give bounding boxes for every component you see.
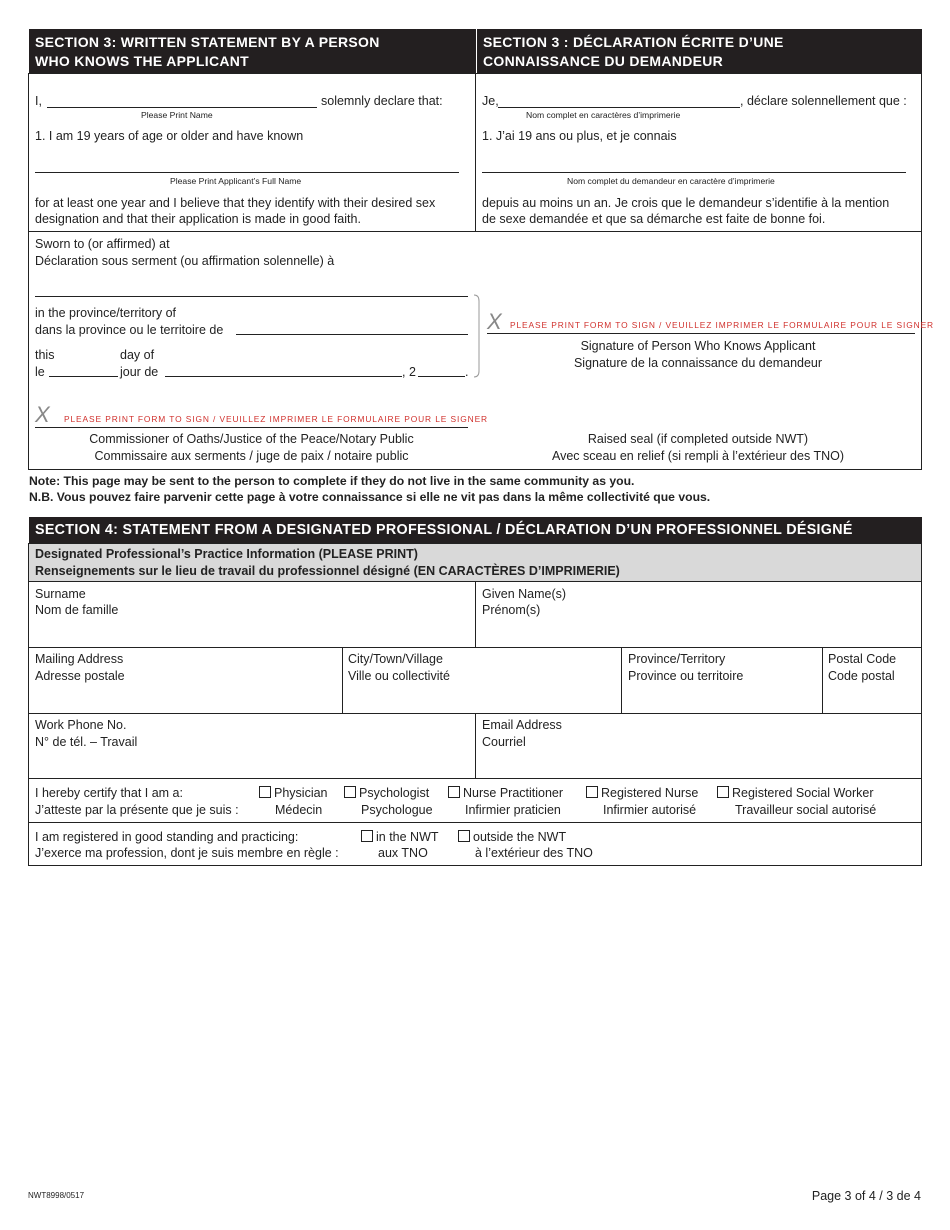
- outside-nwt-label-en: outside the NWT: [473, 830, 567, 844]
- registered-fr: J’exerce ma profession, dont je suis membre en règle :: [35, 846, 339, 860]
- psychologist-label-fr: Psychologue: [361, 803, 433, 817]
- prov-label-fr: Province ou territoire: [628, 669, 744, 683]
- practice-info-fr: Renseignements sur le lieu de travail du professionnel désigné (EN CARACTÈRES D’IMPRIMERIE): [35, 564, 620, 578]
- outside-nwt-label-fr: à l’extérieur des TNO: [475, 846, 593, 860]
- registered-nurse-option[interactable]: [586, 785, 698, 802]
- city-field[interactable]: [343, 648, 621, 713]
- given-label-en: Given Name(s): [482, 587, 567, 601]
- le-label: le: [35, 365, 45, 379]
- sworn-en: Sworn to (or affirmed) at: [35, 237, 170, 251]
- en-belief-1: for at least one year and I believe that they identify with their desired sex: [35, 196, 436, 210]
- en-i-label: I,: [35, 94, 42, 108]
- fr-name-field[interactable]: [498, 107, 740, 108]
- seal-caption-en: Raised seal (if completed outside NWT): [587, 432, 809, 446]
- signature-x-icon: X: [487, 309, 502, 334]
- postal-label-fr: Code postal: [828, 669, 895, 683]
- social-worker-label-fr: Travailleur social autorisé: [735, 803, 877, 817]
- fr-applicant-name-caption: Nom complet du demandeur en caractère d’imprimerie: [567, 176, 775, 186]
- psychologist-option[interactable]: [344, 785, 429, 802]
- registered-nurse-label-fr: Infirmier autorisé: [603, 803, 697, 817]
- psychologist-checkbox[interactable]: [344, 786, 356, 798]
- surname-label-en: Surname: [35, 587, 86, 601]
- sworn-location-field[interactable]: [35, 296, 468, 297]
- form-code: NWT8998/0517: [28, 1191, 85, 1200]
- given-name-field[interactable]: [476, 582, 921, 647]
- phone-label-en: Work Phone No.: [35, 718, 127, 732]
- certify-en: I hereby certify that I am a:: [35, 786, 183, 800]
- en-belief-2: designation and that their application is made in good faith.: [35, 212, 361, 226]
- signature-line[interactable]: [487, 333, 915, 334]
- section3-header-fr: [476, 29, 922, 73]
- section3-divider: [475, 73, 476, 231]
- in-nwt-label-fr: aux TNO: [378, 846, 428, 860]
- fr-je-label: Je,: [482, 94, 499, 108]
- in-nwt-option[interactable]: [361, 829, 439, 846]
- surname-label-fr: Nom de famille: [35, 603, 119, 617]
- outside-nwt-option[interactable]: [458, 829, 566, 846]
- work-phone-field[interactable]: [29, 714, 475, 778]
- this-label: this: [35, 348, 55, 362]
- nurse-practitioner-checkbox[interactable]: [448, 786, 460, 798]
- province-en: in the province/territory of: [35, 306, 177, 320]
- section3-header-en: [29, 29, 476, 73]
- section4-header: SECTION 4: STATEMENT FROM A DESIGNATED PROFESSIONAL / DÉCLARATION D’UN PROFESSIONNEL DÉSIGNÉ: [29, 517, 922, 543]
- mailing-label-en: Mailing Address: [35, 652, 124, 666]
- province-field[interactable]: [236, 334, 468, 335]
- section3-header-fr-line1: SECTION 3 : DÉCLARATION ÉCRITE D’UNE: [483, 34, 784, 50]
- section3-header-fr-line2: CONNAISSANCE DU DEMANDEUR: [483, 53, 724, 69]
- commissioner-caption-en: Commissioner of Oaths/Justice of the Peace/Notary Public: [89, 432, 414, 446]
- in-nwt-checkbox[interactable]: [361, 830, 373, 842]
- postal-code-field[interactable]: [823, 648, 921, 713]
- note-en: Note: This page may be sent to the person to complete if they do not live in the same community as you.: [29, 474, 635, 488]
- given-label-fr: Prénom(s): [482, 603, 541, 617]
- day-of-label: day of: [120, 348, 155, 362]
- signature-caption-en: Signature of Person Who Knows Applicant: [580, 339, 816, 353]
- email-label-en: Email Address: [482, 718, 562, 732]
- social-worker-option[interactable]: [717, 785, 874, 802]
- sworn-fr: Déclaration sous serment (ou affirmation solennelle) à: [35, 254, 335, 268]
- fr-belief-2: de sexe demandée et que sa démarche est faite de bonne foi.: [482, 212, 826, 226]
- section3-header-en-line1: SECTION 3: WRITTEN STATEMENT BY A PERSON: [35, 34, 380, 50]
- physician-label-fr: Médecin: [275, 803, 323, 817]
- registered-nurse-checkbox[interactable]: [586, 786, 598, 798]
- nurse-practitioner-label-en: Nurse Practitioner: [463, 786, 564, 800]
- jour-de-label: jour de: [120, 365, 159, 379]
- en-age-line: 1. I am 19 years of age or older and have known: [35, 129, 304, 143]
- postal-label-en: Postal Code: [828, 652, 897, 666]
- nurse-practitioner-option[interactable]: [448, 785, 563, 802]
- commissioner-x-icon: X: [35, 402, 50, 427]
- email-field[interactable]: [476, 714, 921, 778]
- city-label-fr: Ville ou collectivité: [348, 669, 450, 683]
- en-applicant-name-caption: Please Print Applicant’s Full Name: [170, 176, 302, 186]
- year-prefix: , 2: [402, 365, 416, 379]
- mailing-address-field[interactable]: [29, 648, 342, 713]
- section3-header-en-line2: WHO KNOWS THE APPLICANT: [35, 53, 250, 69]
- practice-info-en: Designated Professional’s Practice Information (PLEASE PRINT): [35, 547, 418, 561]
- note-fr: N.B. Vous pouvez faire parvenir cette page à votre connaissance si elle ne vit pas dans la même collectivité que vous.: [29, 490, 711, 504]
- date-period: .: [465, 365, 469, 379]
- signature-print-notice: PLEASE PRINT FORM TO SIGN / VEUILLEZ IMPRIMER LE FORMULAIRE POUR LE SIGNER: [510, 320, 935, 330]
- certify-fr: J’atteste par la présente que je suis :: [35, 803, 239, 817]
- psychologist-label-en: Psychologist: [359, 786, 430, 800]
- physician-option[interactable]: [259, 785, 328, 802]
- phone-label-fr: N° de tél. – Travail: [35, 735, 138, 749]
- bracket-divider: [470, 293, 482, 379]
- registered-nurse-label-en: Registered Nurse: [601, 786, 699, 800]
- row3-rule: [28, 778, 922, 779]
- commissioner-print-notice: PLEASE PRINT FORM TO SIGN / VEUILLEZ IMPRIMER LE FORMULAIRE POUR LE SIGNER: [64, 414, 489, 424]
- year-field[interactable]: [418, 376, 465, 377]
- mailing-label-fr: Adresse postale: [35, 669, 125, 683]
- en-solemnly-label: solemnly declare that:: [321, 94, 443, 108]
- fr-declare-label: , déclare solennellement que :: [740, 94, 907, 108]
- social-worker-label-en: Registered Social Worker: [732, 786, 874, 800]
- month-field[interactable]: [165, 376, 402, 377]
- fr-belief-1: depuis au moins un an. Je crois que le demandeur s’identifie à la mention: [482, 196, 890, 210]
- province-territory-field[interactable]: [622, 648, 822, 713]
- fr-applicant-name-field[interactable]: [482, 172, 906, 173]
- physician-label-en: Physician: [274, 786, 328, 800]
- email-label-fr: Courriel: [482, 735, 526, 749]
- section3-hrule: [28, 231, 922, 232]
- row4-rule: [28, 822, 922, 823]
- city-label-en: City/Town/Village: [348, 652, 443, 666]
- in-nwt-label-en: in the NWT: [376, 830, 439, 844]
- nurse-practitioner-label-fr: Infirmier praticien: [465, 803, 561, 817]
- en-applicant-name-field[interactable]: [35, 172, 459, 173]
- en-print-name-caption: Please Print Name: [141, 110, 213, 120]
- fr-print-name-caption: Nom complet en caractères d’imprimerie: [526, 110, 681, 120]
- commissioner-caption-fr: Commissaire aux serments / juge de paix / notaire public: [94, 449, 409, 463]
- surname-field[interactable]: [29, 582, 475, 647]
- physician-checkbox[interactable]: [259, 786, 271, 798]
- signature-caption-fr: Signature de la connaissance du demandeur: [573, 356, 823, 370]
- social-worker-checkbox[interactable]: [717, 786, 729, 798]
- registered-en: I am registered in good standing and practicing:: [35, 830, 299, 844]
- en-name-field[interactable]: [47, 107, 317, 108]
- day-field[interactable]: [49, 376, 118, 377]
- outside-nwt-checkbox[interactable]: [458, 830, 470, 842]
- fr-age-line: 1. J’ai 19 ans ou plus, et je connais: [482, 129, 677, 143]
- prov-label-en: Province/Territory: [628, 652, 726, 666]
- province-fr: dans la province ou le territoire de: [35, 323, 224, 337]
- page-number: Page 3 of 4 / 3 de 4: [811, 1189, 921, 1203]
- seal-caption-fr: Avec sceau en relief (si rempli à l’extérieur des TNO): [551, 449, 844, 463]
- commissioner-signature-line[interactable]: [35, 427, 468, 428]
